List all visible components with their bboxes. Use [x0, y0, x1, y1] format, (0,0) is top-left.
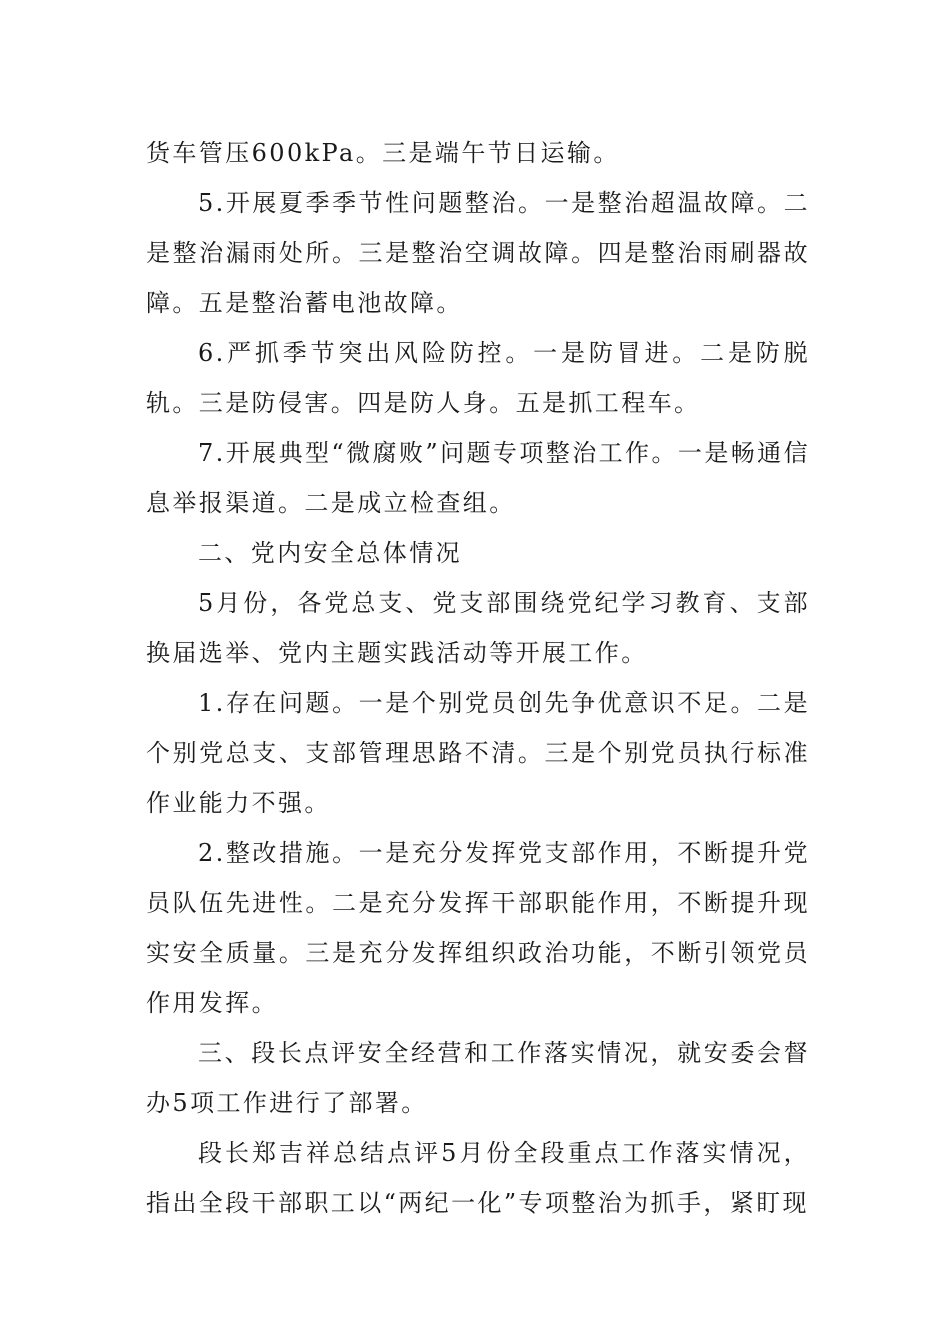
- paragraph-problems: 1.存在问题。一是个别党员创先争优意识不足。二是个别党总支、支部管理思路不清。三是个别党员执行标准作业能力不强。: [146, 689, 810, 817]
- paragraph-item-7: 7.开展典型“微腐败”问题专项整治工作。一是畅通信息举报渠道。二是成立检查组。: [146, 439, 810, 517]
- section-heading-2: 二、党内安全总体情况: [198, 539, 462, 567]
- document-body: [146, 128, 810, 1228]
- paragraph-summary: 段长郑吉祥总结点评5月份全段重点工作落实情况，指出全段干部职工以“两纪一化”专项整治为抓手，紧盯现: [146, 1139, 810, 1217]
- paragraph-continuation: 货车管压600kPa。三是端午节日运输。: [146, 139, 620, 167]
- paragraph-measures: 2.整改措施。一是充分发挥党支部作用，不断提升党员队伍先进性。二是充分发挥干部职能作用，不断提升现实安全质量。三是充分发挥组织政治功能，不断引领党员作用发挥。: [146, 839, 810, 1017]
- paragraph-item-6: 6.严抓季节突出风险防控。一是防冒进。二是防脱轨。三是防侵害。四是防人身。五是抓工程车。: [146, 339, 810, 417]
- paragraph-may-overview: 5月份，各党总支、党支部围绕党纪学习教育、支部换届选举、党内主题实践活动等开展工作。: [146, 589, 810, 667]
- section-heading-3: 三、段长点评安全经营和工作落实情况，就安委会督办5项工作进行了部署。: [146, 1039, 810, 1117]
- paragraph-item-5: 5.开展夏季季节性问题整治。一是整治超温故障。二是整治漏雨处所。三是整治空调故障。四是整治雨刷器故障。五是整治蓄电池故障。: [146, 189, 810, 317]
